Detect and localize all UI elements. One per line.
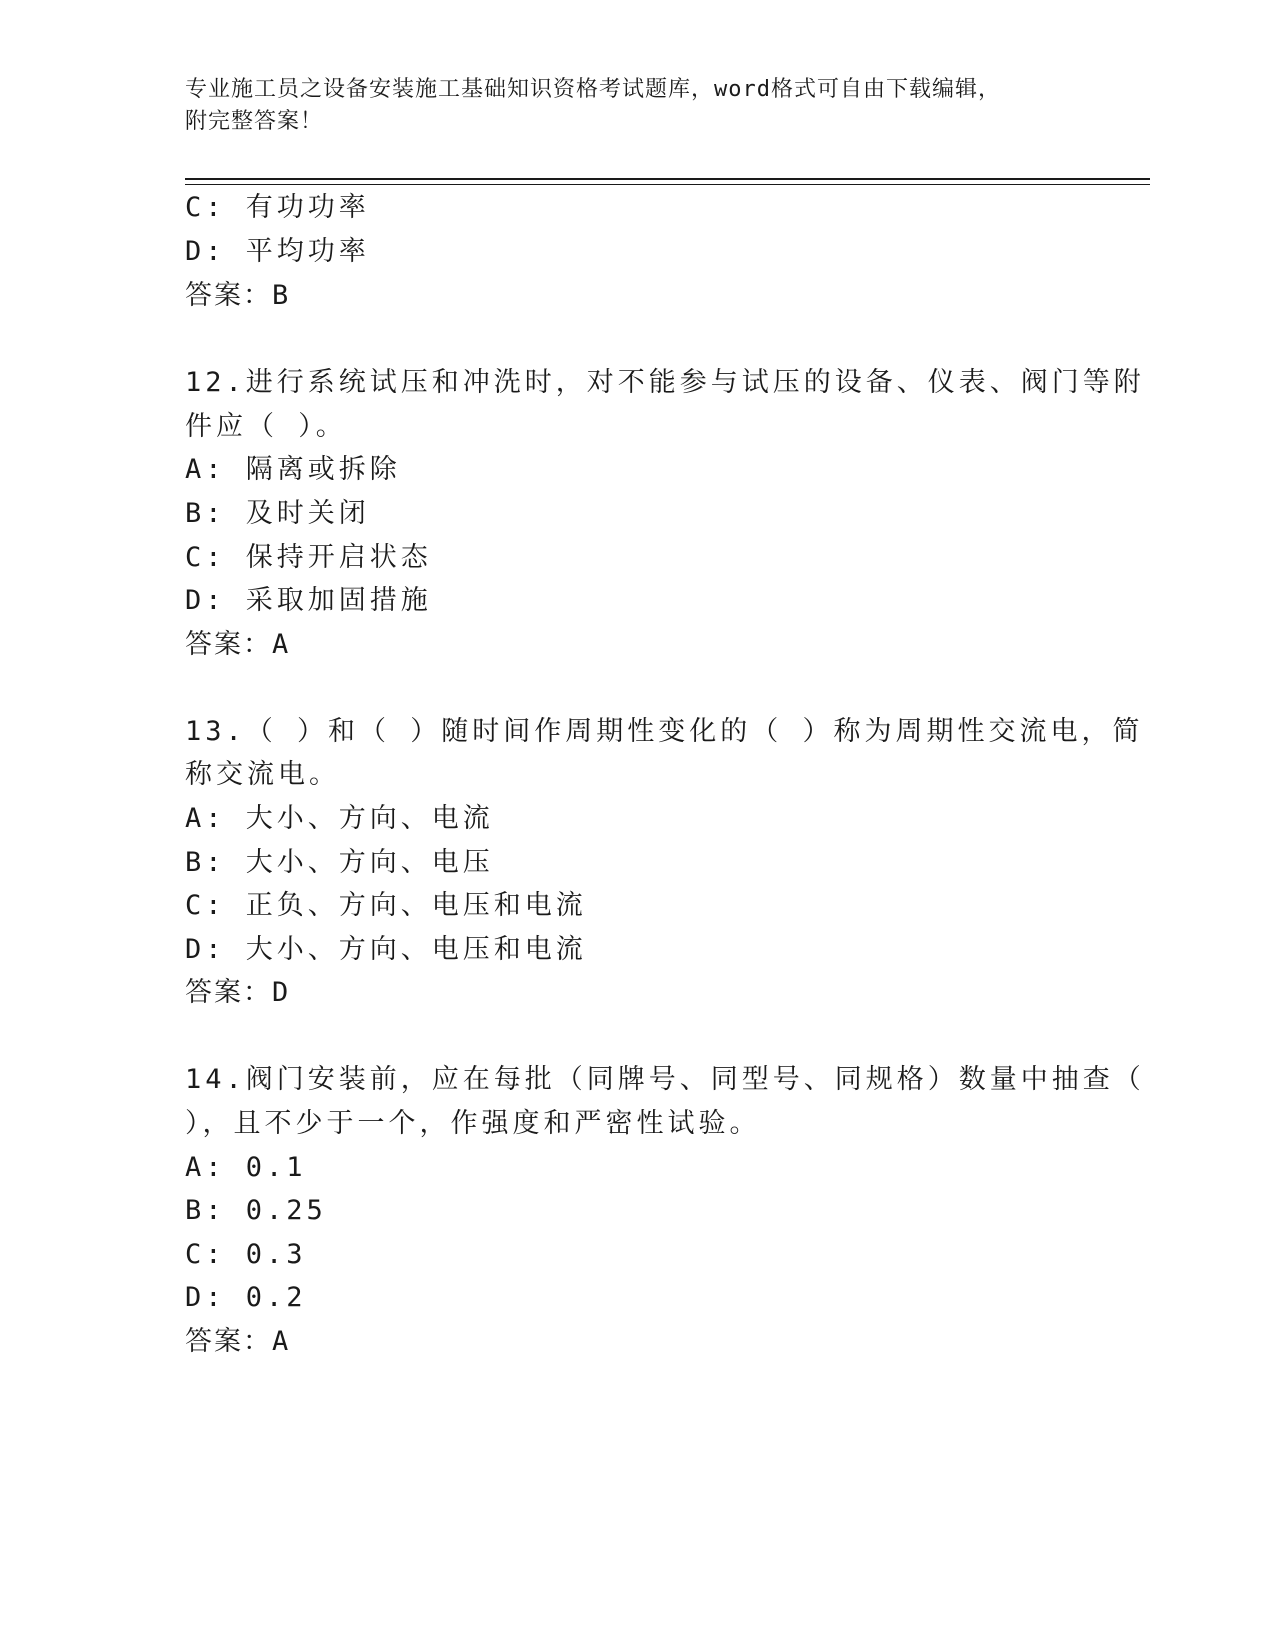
answer-label: 答案： xyxy=(185,629,272,660)
q13-option-b: B: 大小、方向、电压 xyxy=(185,847,494,878)
answer-value: A xyxy=(272,629,291,660)
answer-label: 答案： xyxy=(185,1326,272,1357)
q14-stem-line-2: ），且不少于一个，作强度和严密性试验。 xyxy=(185,1108,761,1139)
answer-value: B xyxy=(272,280,291,311)
document-header xyxy=(185,74,1085,138)
answer-label: 答案： xyxy=(185,280,272,311)
q14-stem-line-1: 14.阀门安装前，应在每批（同牌号、同型号、同规格）数量中抽查（ xyxy=(185,1064,1145,1095)
q12-option-c: C: 保持开启状态 xyxy=(185,542,432,573)
q13-option-c: C: 正负、方向、电压和电流 xyxy=(185,890,587,921)
q12-option-a: A: 隔离或拆除 xyxy=(185,454,401,485)
q12-option-d: D: 采取加固措施 xyxy=(185,585,432,616)
header-divider-thin xyxy=(185,184,1150,185)
answer-value: A xyxy=(272,1326,291,1357)
q12-stem-line-1: 12.进行系统试压和冲洗时，对不能参与试压的设备、仪表、阀门等附 xyxy=(185,367,1145,398)
q14-option-a: A: 0.1 xyxy=(185,1152,307,1183)
q13-option-a: A: 大小、方向、电流 xyxy=(185,803,494,834)
q14-option-d: D: 0.2 xyxy=(185,1282,307,1313)
header-line-1: 专业施工员之设备安装施工基础知识资格考试题库，word格式可自由下载编辑， xyxy=(185,77,1001,102)
q14-option-b: B: 0.25 xyxy=(185,1195,327,1226)
answer-value: D xyxy=(272,977,291,1008)
answer-label: 答案： xyxy=(185,977,272,1008)
q12-stem-line-2: 件应（ ）。 xyxy=(185,411,347,442)
q13-stem-line-1: 13.（ ）和（ ）随时间作周期性变化的（ ）称为周期性交流电，简 xyxy=(185,716,1144,747)
q11-option-c: C: 有功功率 xyxy=(185,192,370,223)
q12-answer xyxy=(185,627,290,663)
q11-option-d: D: 平均功率 xyxy=(185,236,370,267)
header-divider-thick xyxy=(185,178,1150,180)
header-line-2: 附完整答案！ xyxy=(185,109,324,134)
q11-answer xyxy=(185,278,290,314)
q13-answer xyxy=(185,975,290,1011)
q13-option-d: D: 大小、方向、电压和电流 xyxy=(185,934,587,965)
q13-stem-line-2: 称交流电。 xyxy=(185,759,340,790)
q14-option-c: C: 0.3 xyxy=(185,1239,307,1270)
q12-option-b: B: 及时关闭 xyxy=(185,498,370,529)
q14-answer xyxy=(185,1324,290,1360)
